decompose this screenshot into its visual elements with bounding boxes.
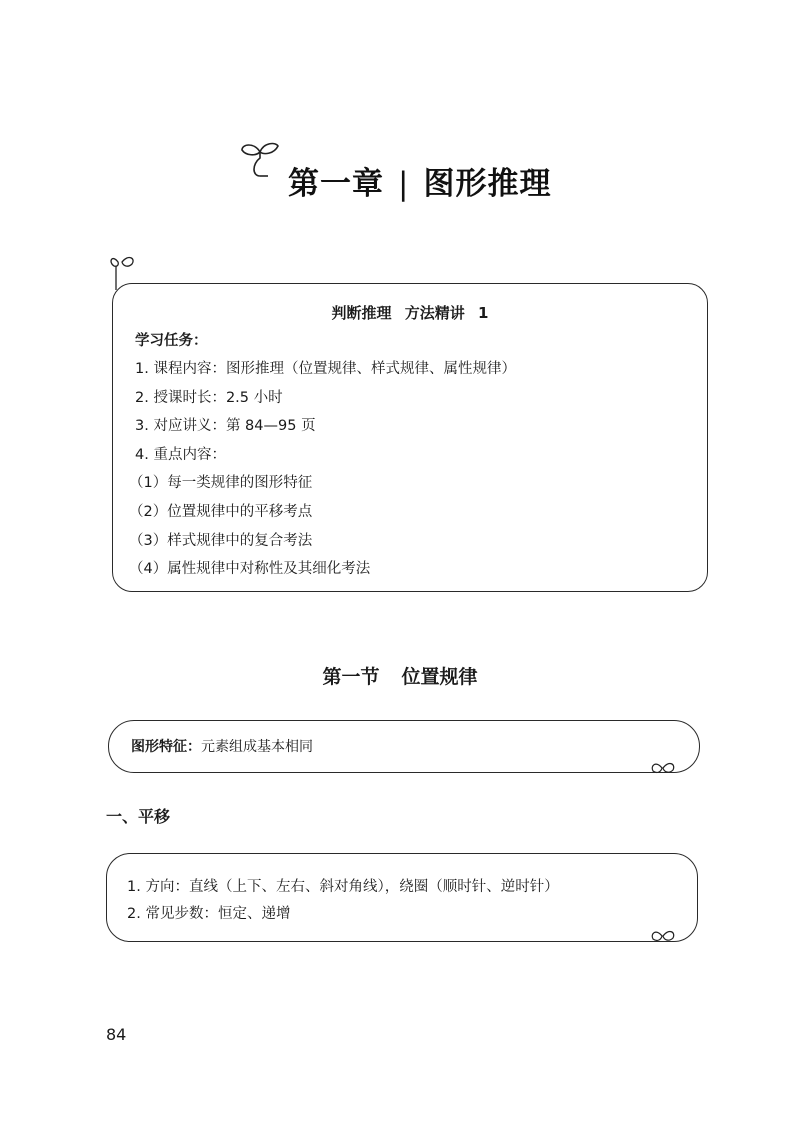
list-item: 1. 方向：直线（上下、左右、斜对角线），绕圈（顺时针、逆时针） bbox=[127, 879, 559, 895]
chapter-number: 第一章 bbox=[288, 166, 384, 202]
task-box-heading: 判断推理 方法精讲 1 bbox=[331, 304, 489, 322]
list-item: （2）位置规律中的平移考点 bbox=[129, 503, 313, 520]
list-item: 2. 常见步数：恒定、递增 bbox=[127, 906, 291, 922]
list-item: （4）属性规律中对称性及其细化考法 bbox=[129, 561, 371, 578]
list-item: （1）每一类规律的图形特征 bbox=[129, 475, 313, 492]
feature-value: 元素组成基本相同 bbox=[201, 739, 313, 755]
chapter-title bbox=[288, 158, 551, 203]
task-label: 学习任务： bbox=[135, 333, 208, 349]
list-item: 1. 课程内容：图形推理（位置规律、样式规律、属性规律） bbox=[135, 361, 516, 377]
list-item: 2. 授课时长：2.5 小时 bbox=[135, 389, 283, 406]
study-task-box bbox=[112, 283, 708, 592]
list-item: （3）样式规律中的复合考法 bbox=[129, 532, 313, 549]
section-title bbox=[0, 662, 800, 689]
section-name: 位置规律 bbox=[401, 666, 478, 688]
sprout-icon bbox=[238, 140, 286, 180]
leaf-pair-icon bbox=[650, 760, 676, 776]
feature-text bbox=[131, 736, 313, 756]
chapter-name: 图形推理 bbox=[423, 166, 552, 202]
translation-box bbox=[106, 853, 698, 942]
chapter-separator: | bbox=[398, 166, 410, 202]
list-item: 3. 对应讲义：第 84—95 页 bbox=[135, 418, 316, 435]
page-number: 84 bbox=[106, 1025, 127, 1044]
feature-label: 图形特征： bbox=[131, 739, 201, 755]
list-item: 4. 重点内容： bbox=[135, 446, 226, 463]
section-number: 第一节 bbox=[322, 666, 380, 688]
leaf-pair-icon bbox=[650, 928, 676, 944]
subsection-title: 一、平移 bbox=[106, 807, 171, 826]
translation-list bbox=[127, 874, 559, 928]
feature-box bbox=[108, 720, 700, 773]
task-list bbox=[129, 328, 516, 584]
